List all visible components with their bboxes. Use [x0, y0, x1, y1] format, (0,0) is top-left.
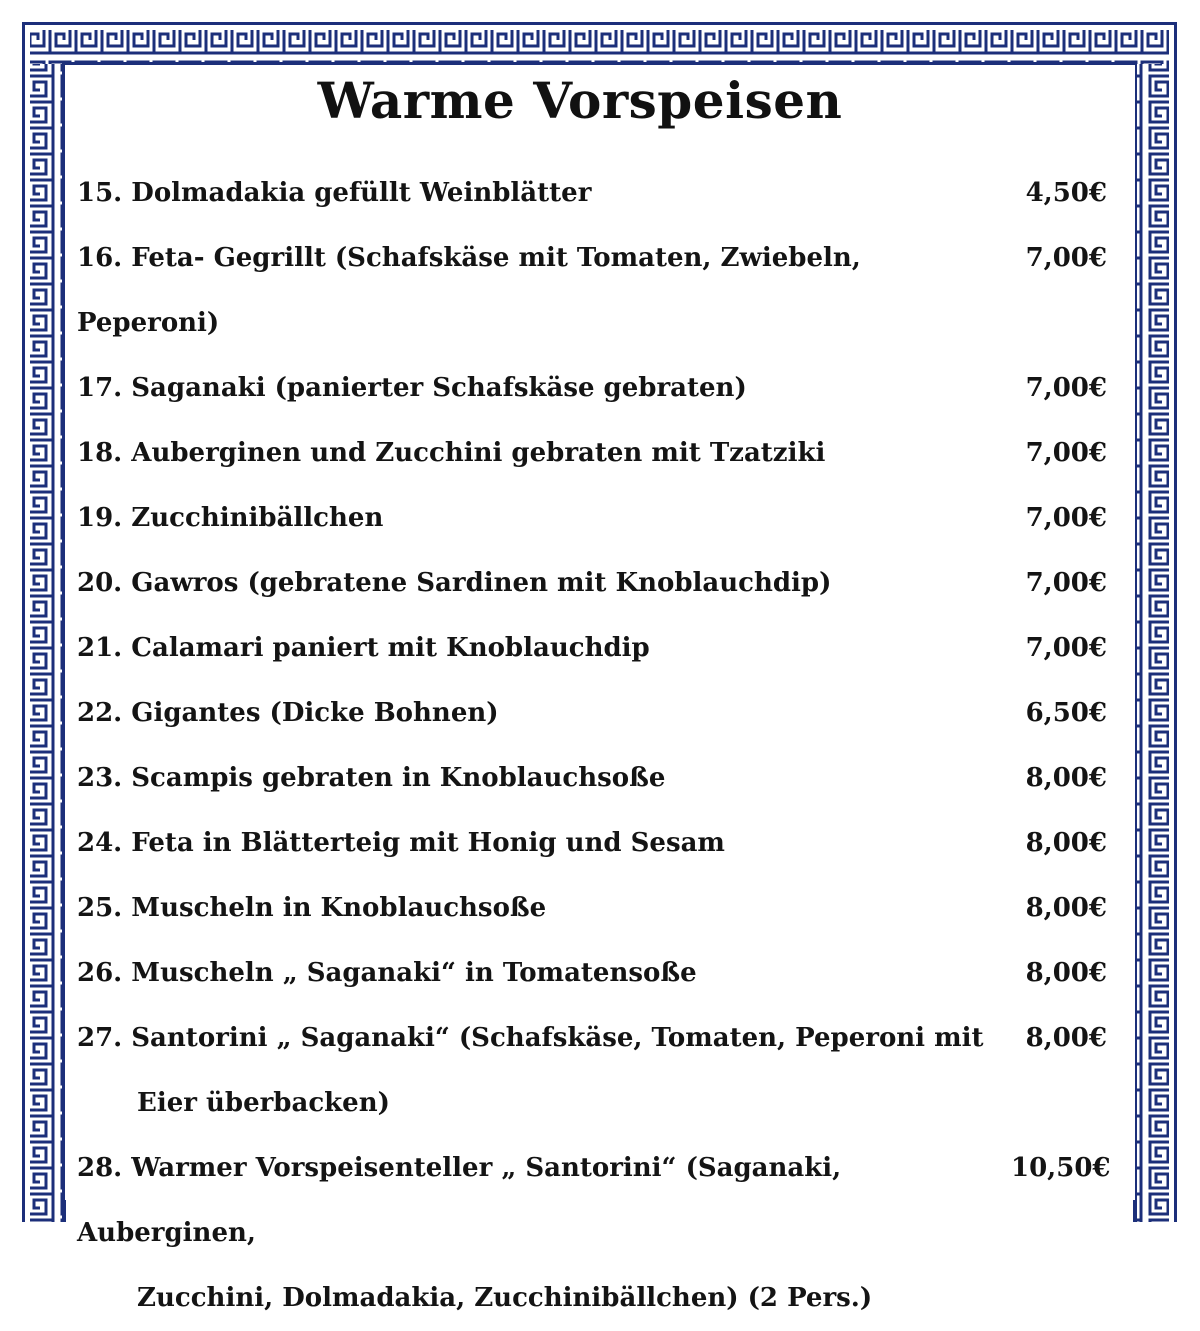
menu-item-price: 8,00€	[1025, 763, 1107, 793]
menu-item-price: 8,00€	[1025, 958, 1107, 988]
menu-item-description	[77, 1006, 1011, 1136]
menu-item	[77, 811, 1107, 876]
menu-item-price: 4,50€	[1025, 178, 1107, 208]
menu-item	[77, 161, 1107, 226]
menu-item-name: 27. Santorini „ Saganaki“ (Schafskäse, Tomaten, Peperoni mit	[77, 1023, 984, 1053]
menu-item-description	[77, 681, 1011, 746]
menu-item-description	[77, 551, 1011, 616]
menu-item	[77, 1006, 1107, 1136]
menu-item-name-continued: Zucchini, Dolmadakia, Zucchinibällchen) (2 Pers.)	[137, 1283, 873, 1313]
menu-item-price: 8,00€	[1025, 1023, 1107, 1053]
menu-item	[77, 226, 1107, 356]
menu-item-price: 7,00€	[1025, 568, 1107, 598]
menu-item-description	[77, 941, 1011, 1006]
menu-item-name: 20. Gawros (gebratene Sardinen mit Knoblauchdip)	[77, 568, 832, 598]
menu-item	[77, 486, 1107, 551]
menu-item-description	[77, 486, 1011, 551]
menu-item	[77, 421, 1107, 486]
menu-item-name: 24. Feta in Blätterteig mit Honig und Sesam	[77, 828, 725, 858]
menu-item-name: 17. Saganaki (panierter Schafskäse gebraten)	[77, 373, 747, 403]
menu-item-description	[77, 811, 1011, 876]
menu-item	[77, 746, 1107, 811]
menu-item	[77, 876, 1107, 941]
menu-item-price: 10,50€	[1011, 1153, 1111, 1183]
menu-item-name: 28. Warmer Vorspeisenteller „ Santorini“ (Saganaki, Auberginen,	[77, 1153, 842, 1248]
menu-item-name: 18. Auberginen und Zucchini gebraten mit Tzatziki	[77, 438, 826, 468]
menu-item-price: 7,00€	[1025, 438, 1107, 468]
menu-item-name: 22. Gigantes (Dicke Bohnen)	[77, 698, 499, 728]
menu-item-description	[77, 226, 1011, 356]
menu-item-price: 6,50€	[1025, 698, 1107, 728]
menu-page	[65, 65, 1135, 1313]
menu-item-price: 8,00€	[1025, 828, 1107, 858]
menu-item-description	[77, 1136, 1011, 1331]
menu-item-name-continued: Eier überbacken)	[137, 1088, 390, 1118]
menu-item-description	[77, 876, 1011, 941]
menu-item-price: 7,00€	[1025, 243, 1107, 273]
menu-item-description	[77, 161, 1011, 226]
menu-item-price: 8,00€	[1025, 893, 1107, 923]
menu-item-name: 26. Muscheln „ Saganaki“ in Tomatensoße	[77, 958, 697, 988]
menu-item-price: 7,00€	[1025, 503, 1107, 533]
menu-item-name: 23. Scampis gebraten in Knoblauchsoße	[77, 763, 666, 793]
menu-item-price: 7,00€	[1025, 373, 1107, 403]
page-title: Warme Vorspeisen	[317, 71, 843, 130]
menu-item	[77, 941, 1107, 1006]
menu-item-name: 19. Zucchinibällchen	[77, 503, 384, 533]
menu-item	[77, 356, 1107, 421]
menu-item-description	[77, 616, 1011, 681]
menu-item-name: 16. Feta- Gegrillt (Schafskäse mit Tomaten, Zwiebeln, Peperoni)	[77, 243, 861, 338]
menu-item-description	[77, 421, 1011, 486]
menu-item-name: 15. Dolmadakia gefüllt Weinblätter	[77, 178, 592, 208]
menu-item-description	[77, 746, 1011, 811]
menu-item-price: 7,00€	[1025, 633, 1107, 663]
menu-item	[77, 681, 1107, 746]
menu-item	[77, 616, 1107, 681]
menu-list	[77, 161, 1111, 1331]
menu-item-name: 21. Calamari paniert mit Knoblauchdip	[77, 633, 650, 663]
menu-item-description	[77, 356, 1011, 421]
menu-item-name: 25. Muscheln in Knoblauchsoße	[77, 893, 547, 923]
menu-item	[77, 1136, 1111, 1331]
menu-item	[77, 551, 1107, 616]
